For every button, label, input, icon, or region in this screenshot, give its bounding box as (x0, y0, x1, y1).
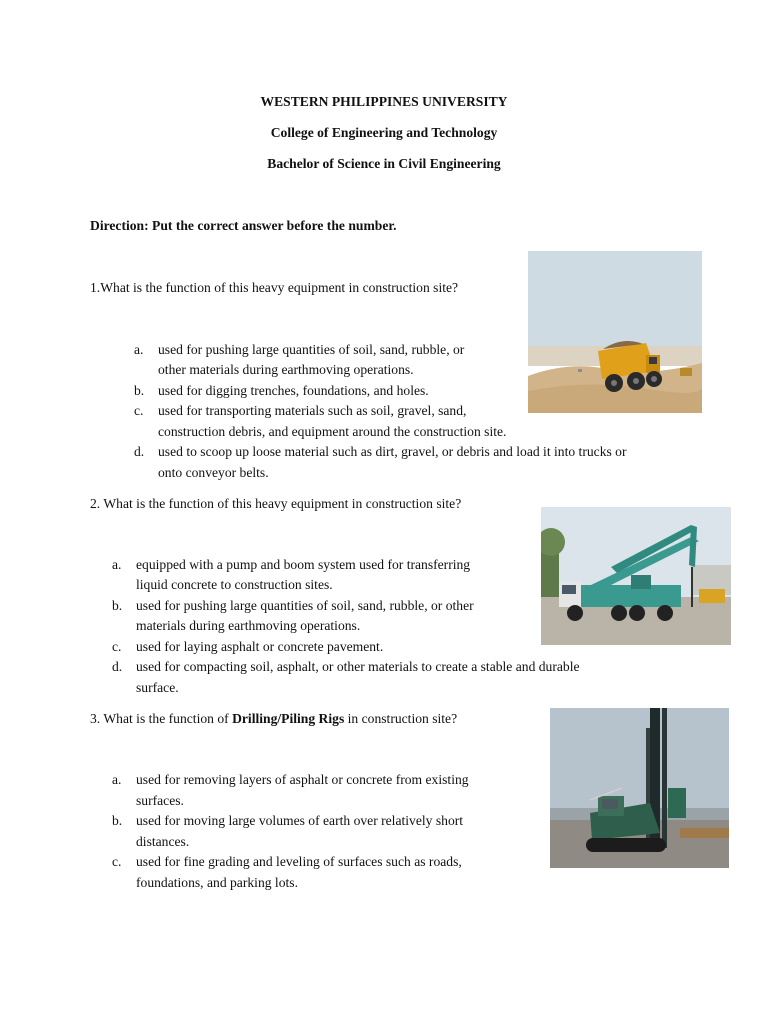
college-title: College of Engineering and Technology (270, 125, 498, 140)
q1-option-d-cont: onto conveyor belts. (158, 465, 269, 480)
q3-option-a-marker: a. (112, 772, 122, 787)
q2-option-b-marker: b. (112, 598, 123, 613)
q2-option-b-cont: materials during earthmoving operations. (136, 618, 361, 633)
question-2: 2. What is the function of this heavy equipment in construction site? (90, 496, 462, 511)
q3-option-b-cont: distances. (136, 834, 190, 849)
q1-option-b: used for digging trenches, foundations, and holes. (158, 383, 429, 398)
q2-option-a-marker: a. (112, 557, 122, 572)
q1-option-d-marker: d. (134, 444, 145, 459)
q1-option-a-cont: other materials during earthmoving operations. (158, 362, 414, 377)
q3-option-c: used for fine grading and leveling of surfaces such as roads, (136, 854, 462, 869)
program-title: Bachelor of Science in Civil Engineering (267, 156, 501, 171)
question-3-prefix: 3. What is the function of (90, 711, 233, 726)
q3-option-a: used for removing layers of asphalt or concrete from existing (136, 772, 469, 787)
q3-option-b: used for moving large volumes of earth over relatively short (136, 813, 464, 828)
q1-option-c: used for transporting materials such as soil, gravel, sand, (158, 403, 467, 418)
piling-rig-photo (550, 708, 729, 868)
q2-option-d: used for compacting soil, asphalt, or other materials to create a stable and durable (136, 659, 580, 674)
q3-option-b-marker: b. (112, 813, 123, 828)
q2-option-a-cont: liquid concrete to construction sites. (136, 577, 333, 592)
q1-option-b-marker: b. (134, 383, 145, 398)
q2-option-d-cont: surface. (136, 680, 179, 695)
q3-option-c-cont: foundations, and parking lots. (136, 875, 298, 890)
q2-option-a: equipped with a pump and boom system used for transferring (136, 557, 471, 572)
question-3 (90, 711, 457, 727)
question-1: 1.What is the function of this heavy equipment in construction site? (90, 280, 459, 295)
direction-text: Direction: Put the correct answer before the number. (90, 218, 397, 233)
q3-option-a-cont: surfaces. (136, 793, 184, 808)
q1-option-c-cont: construction debris, and equipment around the construction site. (158, 424, 507, 439)
q1-option-a: used for pushing large quantities of soil, sand, rubble, or (158, 342, 465, 357)
q2-option-b: used for pushing large quantities of soil, sand, rubble, or other (136, 598, 474, 613)
university-title: WESTERN PHILIPPINES UNIVERSITY (260, 94, 508, 109)
q1-option-c-marker: c. (134, 403, 144, 418)
dump-truck-photo (528, 251, 702, 413)
q2-option-c-marker: c. (112, 639, 122, 654)
q2-option-d-marker: d. (112, 659, 123, 674)
q1-option-d: used to scoop up loose material such as dirt, gravel, or debris and load it into trucks or (158, 444, 627, 459)
concrete-pump-truck-photo (541, 507, 731, 645)
q3-option-c-marker: c. (112, 854, 122, 869)
question-3-suffix: in construction site? (344, 711, 458, 726)
q2-option-c: used for laying asphalt or concrete pavement. (136, 639, 384, 654)
question-3-equipment: Drilling/Piling Rigs (232, 711, 345, 726)
q1-option-a-marker: a. (134, 342, 144, 357)
